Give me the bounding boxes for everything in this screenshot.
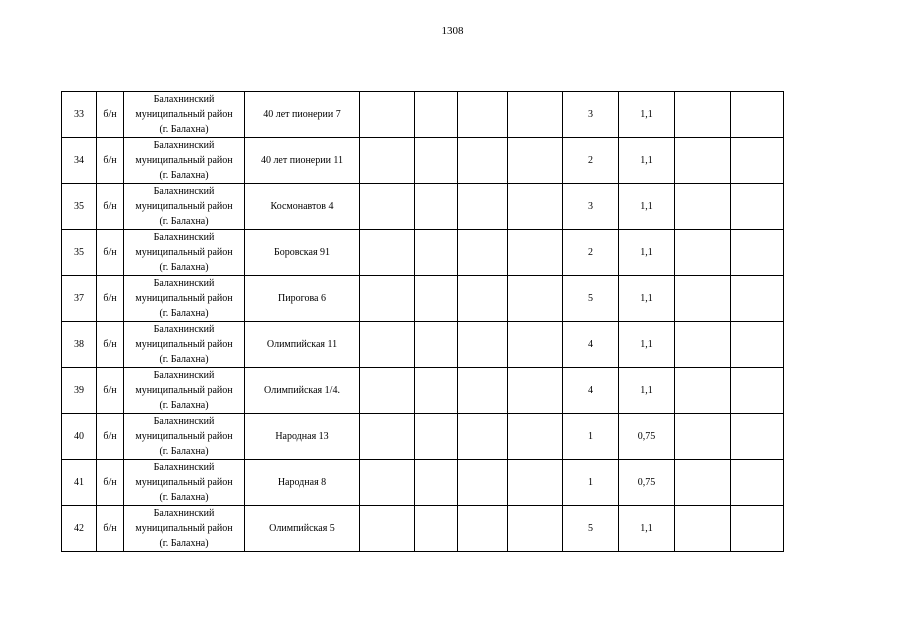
- cell-volume: 0,75: [619, 460, 675, 506]
- cell-empty: [415, 460, 458, 506]
- table-row: [62, 138, 784, 184]
- cell-empty: [675, 184, 731, 230]
- cell-district: [124, 368, 245, 414]
- cell-row-number: 40: [62, 414, 97, 460]
- cell-empty: [415, 414, 458, 460]
- cell-row-number: 38: [62, 322, 97, 368]
- district-line: (г. Балахна): [159, 124, 209, 135]
- cell-row-number: 35: [62, 230, 97, 276]
- table-row: [62, 276, 784, 322]
- district-line: Балахнинский: [153, 370, 215, 381]
- district-line: (г. Балахна): [159, 400, 209, 411]
- cell-empty: [731, 92, 784, 138]
- cell-empty: [508, 322, 563, 368]
- district-line: (г. Балахна): [159, 262, 209, 273]
- cell-row-number: 35: [62, 184, 97, 230]
- cell-district: [124, 138, 245, 184]
- cell-address: Космонавтов 4: [245, 184, 360, 230]
- district-line: (г. Балахна): [159, 492, 209, 503]
- cell-volume: 0,75: [619, 414, 675, 460]
- table-row: [62, 184, 784, 230]
- cell-empty: [731, 368, 784, 414]
- district-line: муниципальный район: [135, 293, 233, 304]
- cell-address: Боровская 91: [245, 230, 360, 276]
- district-line: (г. Балахна): [159, 308, 209, 319]
- cell-empty: [675, 414, 731, 460]
- cell-address: 40 лет пионерии 11: [245, 138, 360, 184]
- table-body: [62, 92, 784, 552]
- cell-district: [124, 322, 245, 368]
- cell-district: [124, 230, 245, 276]
- cell-address: Олимпийская 1/4.: [245, 368, 360, 414]
- cell-empty: [415, 368, 458, 414]
- cell-empty: [731, 230, 784, 276]
- cell-count: 5: [563, 276, 619, 322]
- cell-empty: [458, 460, 508, 506]
- cell-row-number: 42: [62, 506, 97, 552]
- cell-row-number: 37: [62, 276, 97, 322]
- district-line: Балахнинский: [153, 186, 215, 197]
- cell-code: б/н: [97, 276, 124, 322]
- cell-empty: [458, 230, 508, 276]
- cell-district: [124, 506, 245, 552]
- district-line: Балахнинский: [153, 508, 215, 519]
- cell-empty: [675, 460, 731, 506]
- cell-code: б/н: [97, 138, 124, 184]
- cell-empty: [360, 138, 415, 184]
- cell-empty: [458, 368, 508, 414]
- cell-empty: [360, 460, 415, 506]
- district-line: муниципальный район: [135, 247, 233, 258]
- cell-empty: [731, 138, 784, 184]
- table-row: [62, 92, 784, 138]
- cell-empty: [731, 322, 784, 368]
- data-table: [61, 91, 784, 552]
- district-line: Балахнинский: [153, 324, 215, 335]
- cell-empty: [360, 506, 415, 552]
- cell-address: Олимпийская 11: [245, 322, 360, 368]
- cell-row-number: 41: [62, 460, 97, 506]
- cell-empty: [415, 138, 458, 184]
- table-row: [62, 414, 784, 460]
- table-row: [62, 322, 784, 368]
- cell-count: 3: [563, 184, 619, 230]
- cell-count: 2: [563, 230, 619, 276]
- cell-row-number: 39: [62, 368, 97, 414]
- cell-address: Народная 8: [245, 460, 360, 506]
- cell-code: б/н: [97, 414, 124, 460]
- cell-empty: [360, 414, 415, 460]
- district-line: Балахнинский: [153, 232, 215, 243]
- district-line: Балахнинский: [153, 140, 215, 151]
- cell-empty: [458, 506, 508, 552]
- cell-empty: [415, 92, 458, 138]
- cell-empty: [458, 322, 508, 368]
- cell-empty: [415, 184, 458, 230]
- cell-empty: [360, 322, 415, 368]
- district-line: муниципальный район: [135, 523, 233, 534]
- table-row: [62, 460, 784, 506]
- cell-volume: 1,1: [619, 322, 675, 368]
- cell-empty: [508, 184, 563, 230]
- page-number: 1308: [441, 25, 464, 37]
- cell-empty: [508, 414, 563, 460]
- cell-empty: [458, 414, 508, 460]
- district-line: муниципальный район: [135, 109, 233, 120]
- district-line: (г. Балахна): [159, 538, 209, 549]
- cell-code: б/н: [97, 92, 124, 138]
- cell-empty: [675, 92, 731, 138]
- district-line: Балахнинский: [153, 94, 215, 105]
- cell-address: Пирогова 6: [245, 276, 360, 322]
- cell-empty: [508, 138, 563, 184]
- cell-district: [124, 460, 245, 506]
- cell-empty: [731, 506, 784, 552]
- cell-count: 1: [563, 414, 619, 460]
- cell-empty: [415, 276, 458, 322]
- cell-district: [124, 414, 245, 460]
- cell-volume: 1,1: [619, 184, 675, 230]
- cell-code: б/н: [97, 460, 124, 506]
- district-line: муниципальный район: [135, 339, 233, 350]
- cell-count: 2: [563, 138, 619, 184]
- cell-empty: [360, 92, 415, 138]
- cell-count: 4: [563, 322, 619, 368]
- cell-empty: [731, 276, 784, 322]
- cell-code: б/н: [97, 368, 124, 414]
- cell-count: 4: [563, 368, 619, 414]
- district-line: (г. Балахна): [159, 216, 209, 227]
- cell-empty: [731, 460, 784, 506]
- cell-empty: [675, 276, 731, 322]
- cell-empty: [360, 276, 415, 322]
- cell-row-number: 34: [62, 138, 97, 184]
- cell-empty: [458, 276, 508, 322]
- district-line: муниципальный район: [135, 431, 233, 442]
- cell-row-number: 33: [62, 92, 97, 138]
- cell-empty: [458, 138, 508, 184]
- cell-count: 1: [563, 460, 619, 506]
- cell-volume: 1,1: [619, 368, 675, 414]
- cell-district: [124, 184, 245, 230]
- cell-code: б/н: [97, 230, 124, 276]
- cell-empty: [415, 230, 458, 276]
- cell-empty: [360, 184, 415, 230]
- table-row: [62, 506, 784, 552]
- district-line: Балахнинский: [153, 416, 215, 427]
- cell-address: Олимпийская 5: [245, 506, 360, 552]
- cell-empty: [508, 276, 563, 322]
- cell-empty: [508, 460, 563, 506]
- district-line: (г. Балахна): [159, 354, 209, 365]
- cell-empty: [675, 368, 731, 414]
- cell-empty: [675, 138, 731, 184]
- district-line: муниципальный район: [135, 477, 233, 488]
- cell-empty: [508, 368, 563, 414]
- district-line: (г. Балахна): [159, 170, 209, 181]
- cell-empty: [508, 230, 563, 276]
- cell-empty: [360, 230, 415, 276]
- cell-empty: [415, 322, 458, 368]
- cell-empty: [675, 230, 731, 276]
- cell-address: Народная 13: [245, 414, 360, 460]
- cell-district: [124, 276, 245, 322]
- cell-empty: [415, 506, 458, 552]
- cell-volume: 1,1: [619, 92, 675, 138]
- cell-volume: 1,1: [619, 138, 675, 184]
- district-line: (г. Балахна): [159, 446, 209, 457]
- cell-volume: 1,1: [619, 230, 675, 276]
- cell-empty: [675, 322, 731, 368]
- cell-code: б/н: [97, 506, 124, 552]
- district-line: муниципальный район: [135, 155, 233, 166]
- cell-empty: [508, 92, 563, 138]
- district-line: Балахнинский: [153, 462, 215, 473]
- cell-empty: [731, 414, 784, 460]
- cell-empty: [675, 506, 731, 552]
- table-row: [62, 230, 784, 276]
- cell-code: б/н: [97, 184, 124, 230]
- cell-empty: [360, 368, 415, 414]
- district-line: муниципальный район: [135, 201, 233, 212]
- district-line: Балахнинский: [153, 278, 215, 289]
- table-row: [62, 368, 784, 414]
- cell-empty: [458, 92, 508, 138]
- cell-code: б/н: [97, 322, 124, 368]
- cell-count: 3: [563, 92, 619, 138]
- cell-empty: [458, 184, 508, 230]
- district-line: муниципальный район: [135, 385, 233, 396]
- cell-empty: [508, 506, 563, 552]
- cell-count: 5: [563, 506, 619, 552]
- cell-empty: [731, 184, 784, 230]
- cell-volume: 1,1: [619, 506, 675, 552]
- cell-address: 40 лет пионерии 7: [245, 92, 360, 138]
- cell-district: [124, 92, 245, 138]
- cell-volume: 1,1: [619, 276, 675, 322]
